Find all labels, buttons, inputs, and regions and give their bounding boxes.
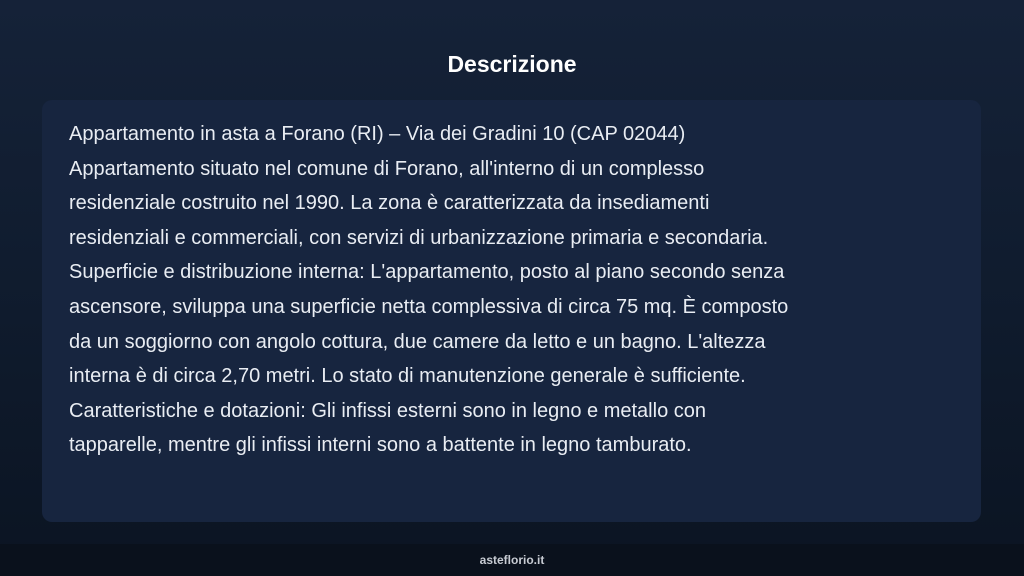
description-line: tapparelle, mentre gli infissi interni sono a battente in legno tamburato. <box>69 434 692 457</box>
footer-site-name: asteflorio.it <box>479 553 545 567</box>
description-line: ascensore, sviluppa una superficie netta complessiva di circa 75 mq. È composto <box>69 295 789 318</box>
description-line: Appartamento in asta a Forano (RI) – Via dei Gradini 10 (CAP 02044) <box>69 123 686 145</box>
description-line: residenziali e commerciali, con servizi di urbanizzazione primaria e secondaria. <box>69 226 769 249</box>
page-title: Descrizione <box>447 51 577 77</box>
description-card <box>42 100 981 522</box>
description-line: da un soggiorno con angolo cottura, due camere da letto e un bagno. L'altezza <box>69 330 766 353</box>
footer-bar <box>0 544 1024 576</box>
description-line: residenziale costruito nel 1990. La zona è caratterizzata da insediamenti <box>69 192 710 215</box>
description-line: Appartamento situato nel comune di Forano, all'interno di un complesso <box>69 157 705 180</box>
description-line: Caratteristiche e dotazioni: Gli infissi esterni sono in legno e metallo con <box>69 399 706 422</box>
description-line: interna è di circa 2,70 metri. Lo stato di manutenzione generale è sufficiente. <box>69 365 746 388</box>
description-text <box>69 117 969 463</box>
description-line: Superficie e distribuzione interna: L'appartamento, posto al piano secondo senza <box>69 261 785 284</box>
